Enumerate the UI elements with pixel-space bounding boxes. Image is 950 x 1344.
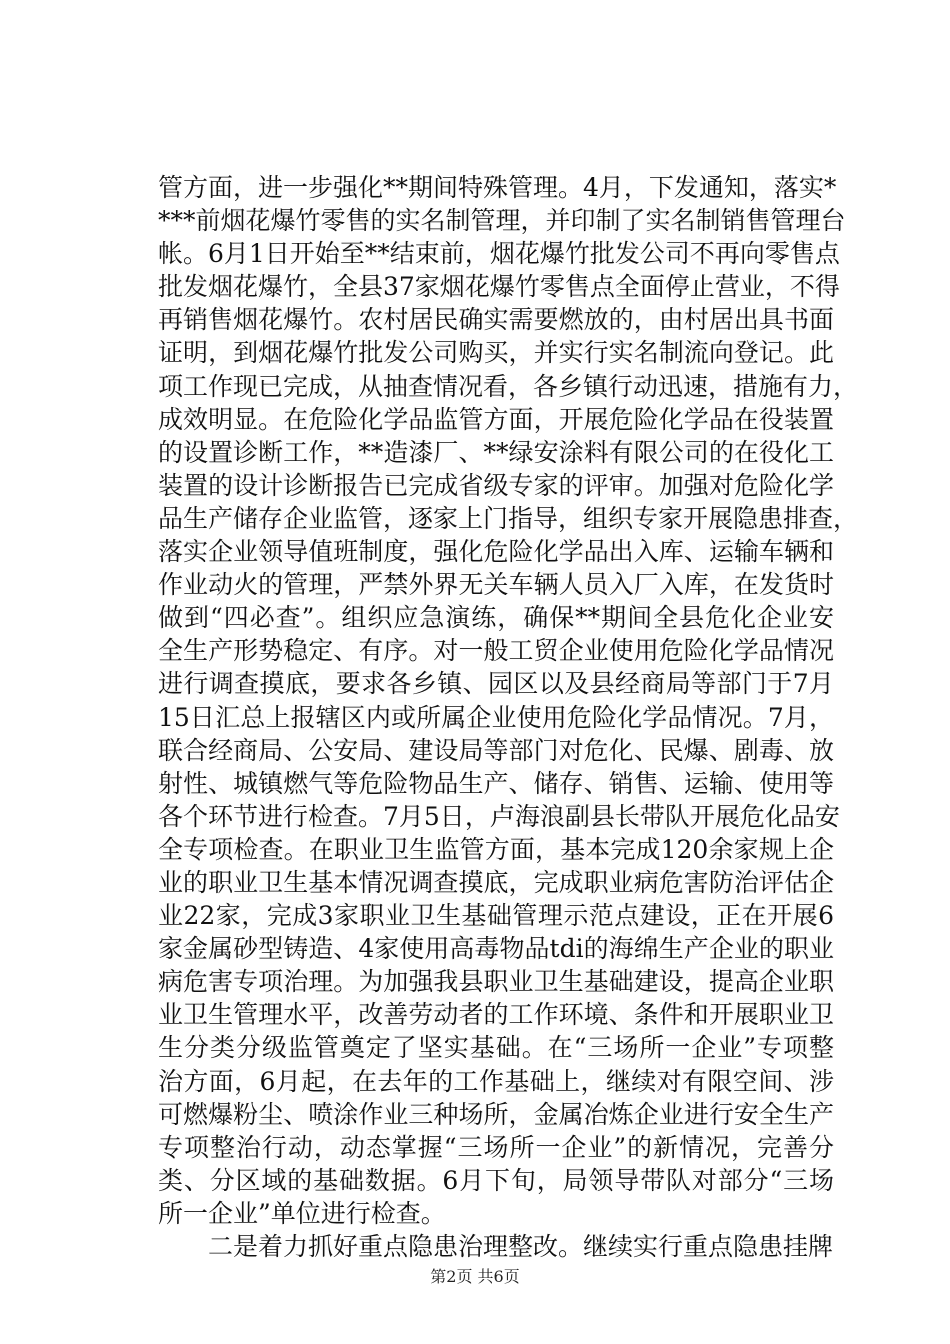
text-line: 业卫生管理水平，改善劳动者的工作环境、条件和开展职业卫 [158,1000,834,1030]
text-line: 品生产储存企业监管，逐家上门指导，组织专家开展隐患排查， [158,503,859,533]
text-line: 15日汇总上报辖区内或所属企业使用危险化学品情况。7月， [158,702,834,732]
text-line: 可燃爆粉尘、喷涂作业三种场所，金属冶炼企业进行安全生产 [158,1099,834,1129]
text-line: 作业动火的管理，严禁外界无关车辆人员入厂入库，在发货时 [158,570,834,600]
text-line: 管方面，进一步强化**期间特殊管理。4月，下发通知，落实* [158,173,837,202]
text-line: 装置的设计诊断报告已完成省级专家的评审。加强对危险化学 [158,470,834,500]
paragraph [158,171,859,1230]
text-line: 帐。6月1日开始至**结束前，烟花爆竹批发公司不再向零售点 [158,239,840,269]
text-line: 专项整治行动，动态掌握“三场所一企业”的新情况，完善分 [158,1132,834,1162]
text-line: ***前烟花爆竹零售的实名制管理，并印制了实名制销售管理台 [158,206,846,236]
text-line: 病危害专项治理。为加强我县职业卫生基础建设，提高企业职 [158,967,834,997]
text-line: 二是着力抓好重点隐患治理整改。继续实行重点隐患挂牌 [208,1232,834,1261]
text-line: 业22家，完成3家职业卫生基础管理示范点建设，正在开展6 [158,901,834,931]
text-line: 批发烟花爆竹，全县37家烟花爆竹零售点全面停止营业，不得 [158,272,840,302]
text-line: 家金属砂型铸造、4家使用高毒物品tdi的海绵生产企业的职业 [158,934,834,964]
text-line: 治方面，6月起，在去年的工作基础上，继续对有限空间、涉 [158,1066,834,1096]
text-line: 所一企业”单位进行检查。 [158,1198,446,1228]
paragraph [158,1230,834,1263]
text-line: 全生产形势稳定、有序。对一般工贸企业使用危险化学品情况 [158,636,834,666]
text-line: 类、分区域的基础数据。6月下旬，局领导带队对部分“三场 [158,1165,834,1195]
text-line: 成效明显。在危险化学品监管方面，开展危险化学品在役装置 [158,404,834,434]
text-line: 生分类分级监管奠定了坚实基础。在“三场所一企业”专项整 [158,1033,834,1063]
text-line: 联合经商局、公安局、建设局等部门对危化、民爆、剧毒、放 [158,735,834,765]
text-line: 证明，到烟花爆竹批发公司购买，并实行实名制流向登记。此 [158,338,834,368]
text-line: 做到“四必查”。组织应急演练，确保**期间全县危化企业安 [158,603,834,633]
page-footer: 第2页 共6页 [430,1267,520,1286]
text-line: 全专项检查。在职业卫生监管方面，基本完成120余家规上企 [158,834,834,864]
document-body [158,171,859,1263]
text-line: 落实企业领导值班制度，强化危险化学品出入库、运输车辆和 [158,537,834,567]
text-line: 各个环节进行检查。7月5日，卢海浪副县长带队开展危化品安 [158,801,840,831]
text-line: 再销售烟花爆竹。农村居民确实需要燃放的，由村居出具书面 [158,305,834,335]
text-line: 射性、城镇燃气等危险物品生产、储存、销售、运输、使用等 [158,768,834,798]
text-line: 的设置诊断工作，**造漆厂、**绿安涂料有限公司的在役化工 [158,437,834,467]
text-line: 业的职业卫生基本情况调查摸底，完成职业病危害防治评估企 [158,867,834,897]
text-line: 项工作现已完成，从抽查情况看，各乡镇行动迅速，措施有力， [158,371,859,401]
text-line: 进行调查摸底，要求各乡镇、园区以及县经商局等部门于7月 [158,669,834,699]
